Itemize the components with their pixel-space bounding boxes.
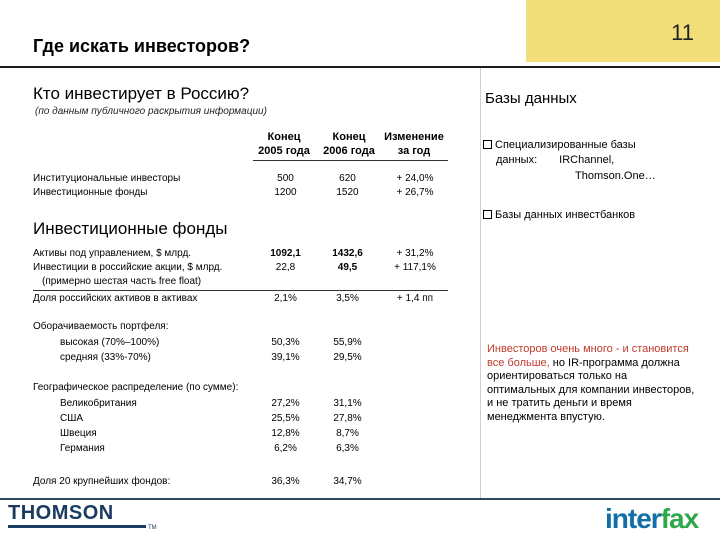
thomson-logo-underline — [8, 525, 146, 528]
thomson-logo: THOMSON — [8, 502, 114, 524]
table-cell: 29,5% — [333, 352, 362, 363]
table-cell: 55,9% — [333, 337, 362, 348]
column-header-2005: Конец 2005 года — [258, 131, 310, 157]
table-cell: 25,5% — [271, 413, 300, 424]
table-cell: 6,2% — [274, 443, 297, 454]
column-header-2006: Конец 2006 года — [323, 131, 375, 157]
table-row-label: Инвестиции в российские акции, $ млрд. — [33, 262, 223, 273]
table-cell: 34,7% — [333, 476, 362, 487]
interfax-logo: interfax — [605, 503, 699, 534]
table-row-label: Институциональные инвесторы — [33, 173, 181, 184]
section-title-who-invests: Кто инвестирует в Россию? — [33, 84, 250, 103]
table-cell: + 24,0% — [396, 173, 434, 184]
table-cell: 27,2% — [271, 398, 300, 409]
table-cell: 22,8 — [275, 262, 296, 273]
page-title: Где искать инвесторов? — [33, 36, 251, 56]
checkbox-bullet-icon — [483, 140, 492, 149]
table-row-label: высокая (70%–100%) — [60, 337, 160, 348]
table-cell: 1200 — [274, 187, 297, 198]
table-cell: 6,3% — [336, 443, 359, 454]
table-row-label: США — [60, 413, 84, 424]
table-cell: 39,1% — [271, 352, 300, 363]
geo-title: Географическое распределение (по сумме): — [33, 382, 239, 393]
section-subtitle: (по данным публичного раскрытия информации) — [35, 106, 267, 117]
table-header-rule — [253, 160, 448, 161]
table-cell: + 31,2% — [396, 248, 434, 259]
table-cell: 27,8% — [333, 413, 362, 424]
table-row-label: Германия — [60, 443, 105, 454]
footer-divider — [0, 498, 720, 500]
table-cell: + 117,1% — [394, 262, 436, 273]
section-title-funds: Инвестиционные фонды — [33, 219, 228, 238]
table-cell: + 1,4 пп — [396, 293, 434, 304]
header-divider — [0, 66, 720, 68]
conclusion-note: Инвесторов очень много - и становится все больше, но IR-программа должна ориентироваться только на оптимальных для компании инвесторов, и не тратить деньги и время менеджмента впустую. — [487, 343, 695, 423]
bullet-item-cont: данных: IRChannel, — [496, 154, 615, 166]
table-cell: 36,3% — [271, 476, 300, 487]
table-cell: + 26,7% — [396, 187, 434, 198]
bullet-item-cont: Thomson.One… — [575, 170, 656, 182]
table-cell: 1432,6 — [332, 248, 363, 259]
table-row-label: средняя (33%-70%) — [60, 352, 151, 363]
table-row-label: Доля российских активов в активах — [33, 293, 198, 304]
table-cell: 49,5 — [337, 262, 358, 273]
table-row-label: Активы под управлением, $ млрд. — [33, 248, 192, 259]
bullet-item: Специализированные базы — [483, 139, 636, 151]
table-row-label: Инвестиционные фонды — [33, 187, 148, 198]
table-cell: 1520 — [336, 187, 359, 198]
column-header-change: Изменение за год — [384, 131, 444, 157]
table-cell: 31,1% — [333, 398, 362, 409]
table-cell: 3,5% — [336, 293, 359, 304]
turnover-title: Оборачиваемость портфеля: — [33, 321, 169, 332]
table-row-label: Швеция — [60, 428, 97, 439]
table-cell: 8,7% — [336, 428, 359, 439]
table-row-label: Доля 20 крупнейших фондов: — [33, 476, 171, 487]
table-cell: 500 — [277, 173, 294, 184]
bullet-item: Базы данных инвестбанков — [483, 209, 635, 221]
table-cell: 2,1% — [274, 293, 297, 304]
trademark: TM — [148, 525, 157, 531]
free-float-note: (примерно шестая часть free float) — [42, 276, 202, 287]
table-row-label: Великобритания — [60, 398, 137, 409]
section-title-databases: Базы данных — [485, 90, 577, 107]
column-divider — [480, 68, 481, 498]
slide-number: 11 — [671, 20, 694, 45]
table-cell: 1092,1 — [270, 248, 301, 259]
table-cell: 12,8% — [271, 428, 300, 439]
row-rule — [33, 290, 448, 291]
checkbox-bullet-icon — [483, 210, 492, 219]
table-cell: 50,3% — [271, 337, 300, 348]
table-cell: 620 — [339, 173, 356, 184]
